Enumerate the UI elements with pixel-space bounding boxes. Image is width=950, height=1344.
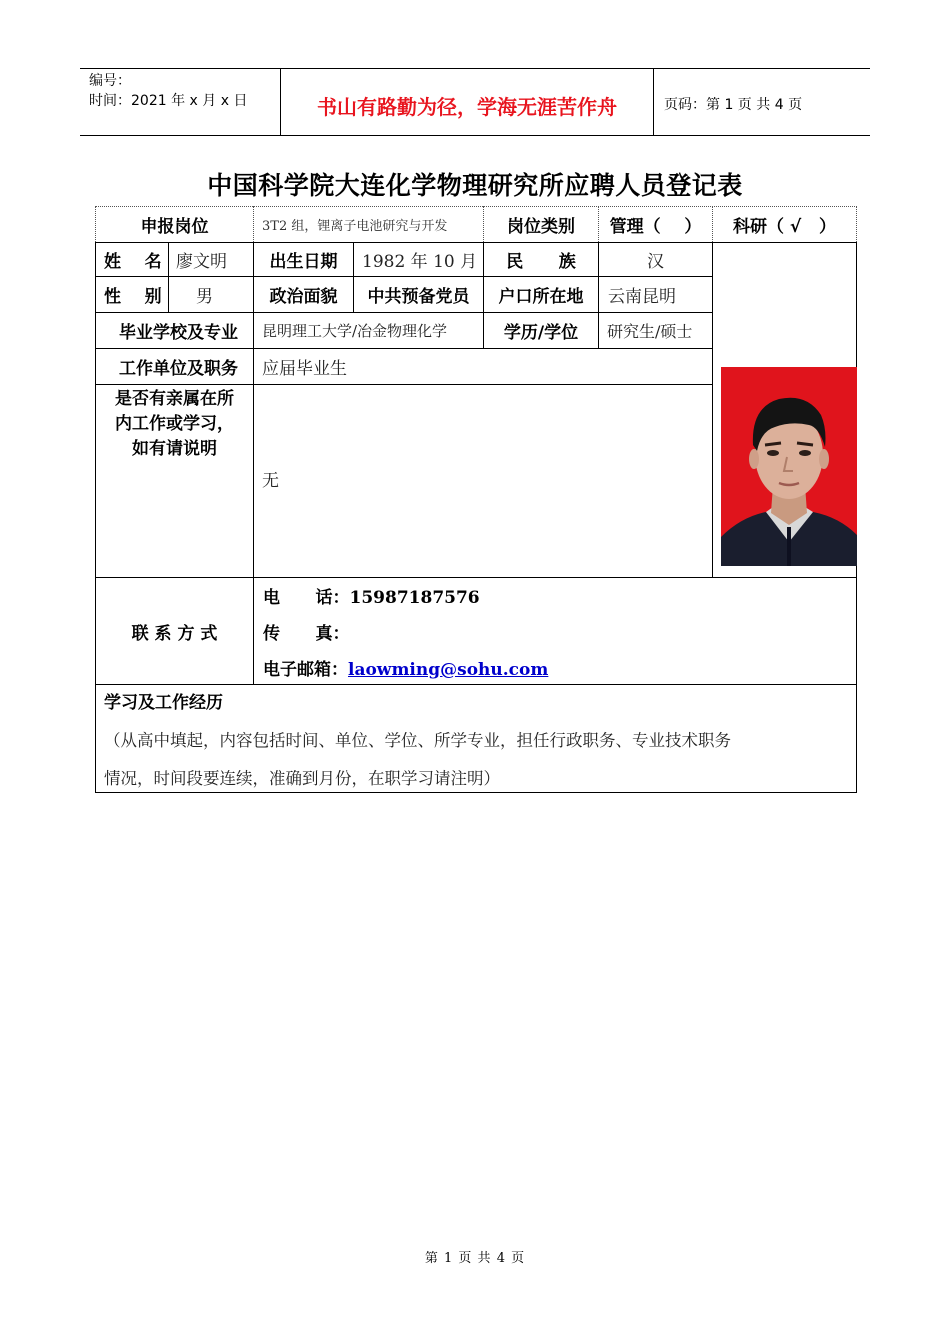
degree-value: 研究生/硕士 [607, 322, 693, 341]
political-label: 政治面貌 [269, 287, 338, 307]
work-value: 应届毕业生 [262, 359, 347, 379]
political-value: 中共预备党员 [367, 287, 470, 307]
history-label: 学习及工作经历 [104, 693, 223, 713]
header-meta [80, 69, 281, 135]
header-number: 编号： [89, 73, 131, 89]
position-label: 申报岗位 [140, 216, 209, 237]
gender-value: 男 [196, 287, 213, 307]
contact-label: 联 系 方 式 [131, 623, 218, 644]
page-footer: 第 1 页 共 4 页 [424, 1251, 526, 1266]
form-title: 中国科学院大连化学物理研究所应聘人员登记表 [207, 171, 743, 200]
header-motto: 书山有路勤为径，学海无涯苦作舟 [281, 69, 654, 135]
gender-label: 性 别 [104, 287, 162, 307]
grid-line [168, 242, 169, 312]
email-line [263, 652, 548, 688]
name-label: 姓 名 [104, 252, 162, 272]
relatives-label: 是否有亲属在所 内工作或学习， 如有请说明 [115, 389, 234, 459]
grid-line [712, 242, 713, 577]
position-value: 3T2 组，锂离子电池研究与开发 [262, 218, 448, 234]
header-date: 时间：2021 年 x 月 x 日 [89, 93, 248, 109]
phone-label: 电 话： [263, 588, 350, 608]
table-border [95, 242, 96, 793]
name-value: 廖文明 [176, 252, 227, 272]
row1-right-border [856, 206, 857, 242]
relatives-value: 无 [262, 470, 279, 491]
ethnic-value: 汉 [647, 252, 664, 272]
history-hint: （从高中填起，内容包括时间、单位、学位、所学专业，担任行政职务、专业技术职务 情况，时间段要连续，准确到月份，在职学习请注明） [104, 731, 731, 788]
phone-line [263, 580, 548, 616]
hukou-value: 云南昆明 [608, 287, 676, 307]
phone-value: 15987187576 [349, 588, 480, 608]
fax-line [263, 616, 548, 652]
email-label: 电子邮箱： [263, 660, 348, 680]
header-page-info: 页码：第 1 页 共 4 页 [664, 97, 803, 113]
contact-details [263, 580, 548, 688]
category-research: 科研（ √ ） [732, 216, 836, 237]
birth-value: 1982 年 10 月 [362, 252, 478, 272]
row1-divider [253, 206, 254, 242]
applicant-photo [721, 367, 857, 566]
page-header [80, 68, 870, 136]
hukou-label: 户口所在地 [498, 287, 584, 307]
email-link[interactable]: laowming@sohu.com [348, 660, 549, 680]
grid-line [95, 384, 713, 385]
degree-label: 学历/学位 [503, 323, 579, 343]
fax-label: 传 真： [263, 624, 350, 644]
school-value: 昆明理工大学/冶金物理化学 [262, 322, 448, 340]
birth-label: 出生日期 [269, 252, 338, 272]
school-label: 毕业学校及专业 [119, 323, 238, 343]
work-label: 工作单位及职务 [119, 359, 238, 379]
category-label: 岗位类别 [507, 216, 575, 237]
ethnic-label: 民 族 [506, 252, 576, 272]
category-management: 管理（ ） [609, 216, 702, 237]
